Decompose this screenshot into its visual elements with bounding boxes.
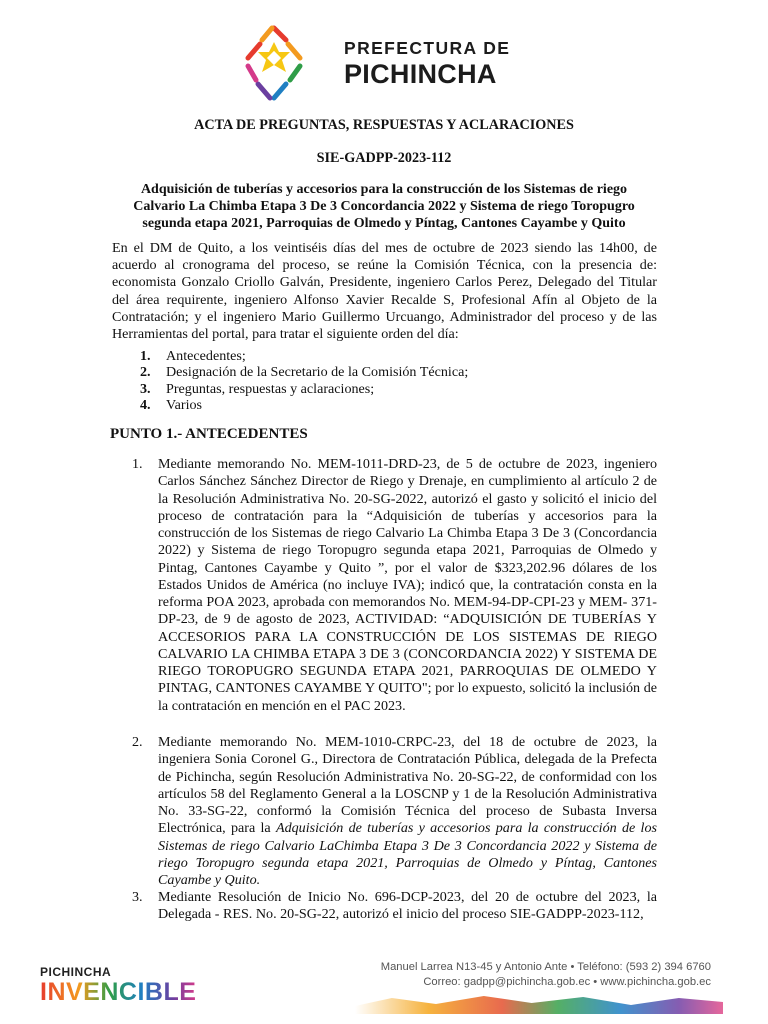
footer-address: Manuel Larrea N13-45 y Antonio Ante • Teléfono: (593 2) 394 6760: [380, 961, 711, 973]
antecedent-item: [132, 456, 657, 715]
antecedent-text: [158, 734, 657, 889]
agenda-item: [140, 364, 468, 380]
pichincha-sun-icon: [244, 22, 304, 104]
section-heading: PUNTO 1.- ANTECEDENTES: [110, 426, 308, 442]
antecedent-text: Mediante memorando No. MEM-1011-DRD-23, de 5 de octubre de 2023, ingeniero Carlos Sánchez Sánchez Director de Riego y Drenaje, en cumplimiento al artículo 2 de la Resolución Administrativa No. 20-SG-2022, autorizó el gasto y solicitó el inicio del proceso de contratación para la “Adquisición de tuberías y accesorios para la construcción de los Sistemas de riego Calvario La Chimba Etapa 3 De 3 (Concordancia 2022) y Sistema de riego Toropugro segunda etapa 2021, Parroquias de Olmedo y Pintag, Cantones Cayambe y Quito ”, por el valor de $323,202.96 dólares de los Estados Unidos de América (no incluye IVA); indicó que, la contratación consta en la reforma POA 2023, aprobada con memorandos No. MEM-94-DP-CPI-23 y MEM- 371-DP-23, de 9 de agosto de 2023, ACTIVIDAD: “ADQUISICIÓN DE TUBERÍAS Y ACCESORIOS PARA LA CONSTRUCCIÓN DE LOS SISTEMAS DE RIEGO CALVARIO LA CHIMBA ETAPA 3 DE 3 (CONCORDANCIA 2022) Y SISTEMA DE RIEGO TOROPUGRO SEGUNDA ETAPA 2021, PARROQUIAS DE OLMEDO Y PINTAG, CANTONES CAYAMBE Y QUITO"; por lo expuesto, solicitó la inclusión de la contratación en mención en el PAC 2023.: [158, 456, 657, 714]
footer-contact: [381, 960, 711, 990]
antecedent-item: [132, 734, 657, 889]
agenda-number: 3.: [140, 380, 151, 397]
footer-email-web: Correo: gadpp@pichincha.gob.ec • www.pichincha.gob.ec: [423, 976, 711, 988]
agenda-number: 4.: [140, 397, 151, 414]
footer-logo-line-1: PICHINCHA: [40, 965, 112, 979]
document-subject: Adquisición de tuberías y accesorios para la construcción de los Sistemas de riego Calvario La Chimba Etapa 3 De 3 Concordancia 2022 y Sistema de riego Toropugro segunda etapa 2021, Parroquias de Olmedo y Píntag, Cantones Cayambe y Quito: [133, 182, 635, 231]
agenda-text: Varios: [166, 397, 203, 414]
org-line-2: PICHINCHA: [344, 58, 497, 89]
antecedent-number: 2.: [132, 734, 143, 750]
document-code: SIE-GADPP-2023-112: [316, 150, 452, 166]
agenda-item: [140, 348, 468, 364]
agenda-text: Antecedentes;: [166, 348, 246, 364]
antecedent-number: 3.: [132, 889, 143, 905]
antecedent-text-italic: Adquisición de tuberías y accesorios para la construcción de los Sistemas de riego Calvario LaChimba Etapa 3 De 3 Concordancia 2022 y Sistema de riego Toropugro segunda etapa 2021, Parroquias de Olmedo y Píntag, Cantones Cayambe y Quito.: [158, 820, 658, 888]
antecedent-text: Mediante Resolución de Inicio No. 696-DCP-2023, del 20 de octubre del 2023, la Delegada - RES. No. 20-SG-22, autorizó el inicio del proceso SIE-GADPP-2023-112,: [158, 889, 657, 923]
agenda-text: Preguntas, respuestas y aclaraciones;: [166, 380, 375, 397]
agenda-text: Designación de la Secretario de la Comisión Técnica;: [166, 364, 469, 381]
agenda-number: 2.: [140, 364, 151, 381]
footer-logo: [40, 966, 196, 1005]
agenda-item: [140, 381, 468, 397]
document-title: ACTA DE PREGUNTAS, RESPUESTAS Y ACLARACIONES: [194, 117, 574, 133]
footer-logo-line-2: INVENCIBLE: [40, 978, 197, 1006]
antecedent-item: [132, 889, 657, 924]
organization-name: [344, 40, 510, 88]
antecedent-text-regular: Mediante memorando No. MEM-1010-CRPC-23, del 18 de octubre de 2023, la ingeniera Sonia Coronel G., Directora de Contratación Pública, delegada de la Prefecta de Pichincha, según Resolución Administrativa No. 20-SG-22, de conformidad con los artículos 58 del Reglamento General a la LOSCNP y 1 de la Resolución Administrativa No. 33-SG-22, conformó la Comisión Técnica del proceso de Subasta Inversa Electrónica, para la: [158, 734, 657, 837]
antecedent-number: 1.: [132, 456, 143, 472]
org-line-1: PREFECTURA DE: [344, 38, 511, 58]
agenda-number: 1.: [140, 348, 151, 364]
agenda-list: [140, 348, 468, 414]
agenda-item: [140, 397, 468, 413]
footer-decoration: [355, 994, 723, 1014]
intro-paragraph: En el DM de Quito, a los veintiséis días del mes de octubre de 2023 siendo las 14h00, de acuerdo al cronograma del proceso, se reúne la Comisión Técnica, con la presencia de: economista Gonzalo Criollo Galván, Presidente, ingeniero Carlos Perez, Delegado del Titular del área requirente, ingeniero Alfonso Xavier Recalde S, Profesional Afín al Objeto de la Contratación; y el ingeniero Mario Guillermo Urcuango, Administrador del proceso y de las Herramientas del portal, para tratar el siguiente orden del día:: [112, 240, 657, 343]
